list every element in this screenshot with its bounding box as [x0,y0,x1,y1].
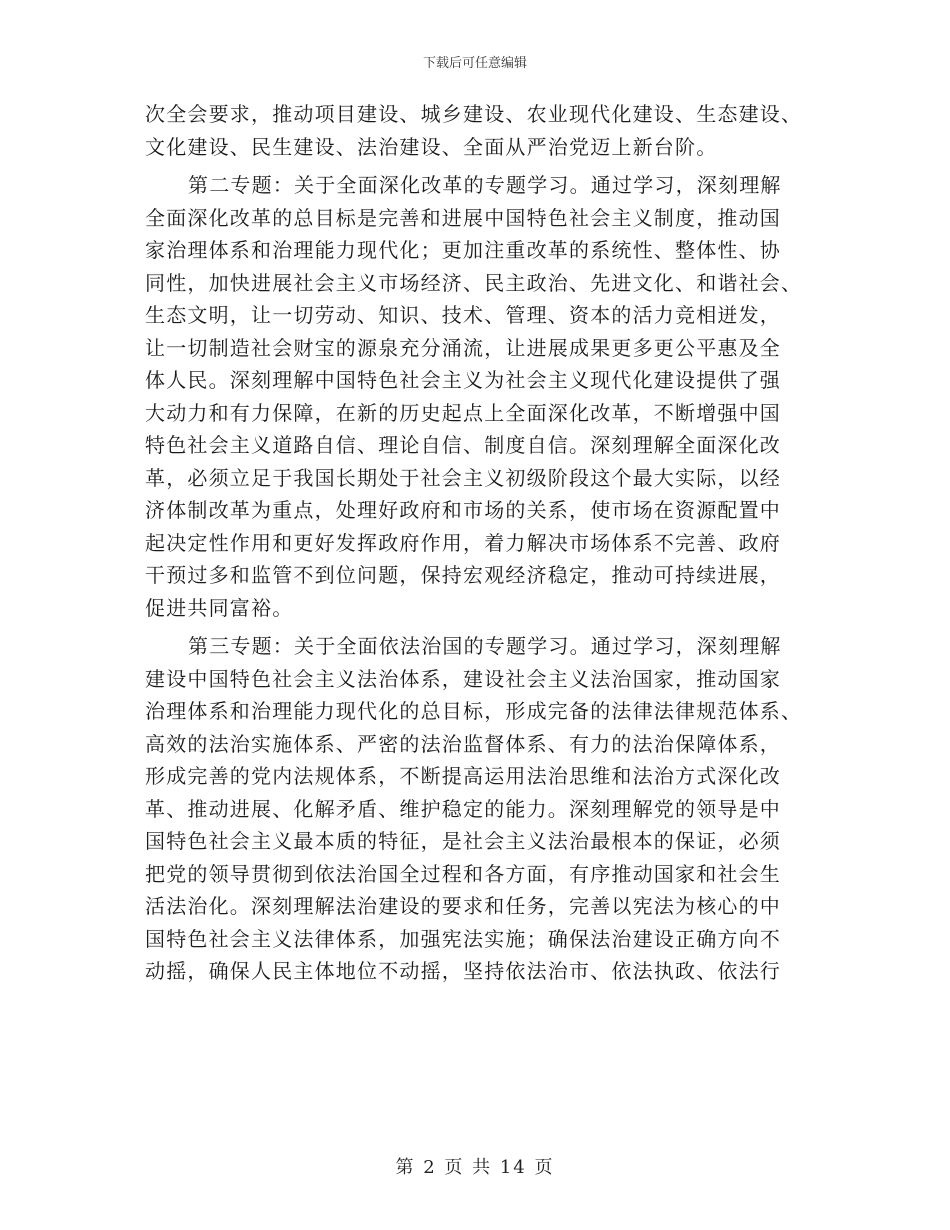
text-line: 生态文明，让一切劳动、知识、技术、管理、资本的活力竞相迸发， [145,303,781,327]
text-line: 让一切制造社会财宝的源泉充分涌流，让进展成果更多更公平惠及全 [145,335,781,360]
paragraph-topic-two [145,169,815,624]
paragraph-continuation [145,98,815,163]
text-line: 次全会要求，推动项目建设、城乡建设、农业现代化建设、生态建设、 [145,102,803,126]
text-line: 第二专题：关于全面深化改革的专题学习。通过学习，深刻理解 [188,173,782,197]
page-number: 第 2 页 共 14 页 [395,1157,555,1178]
text-line: 建设中国特色社会主义法治体系，建设社会主义法治国家，推动国家 [145,666,781,691]
text-line: 革、推动进展、化解矛盾、维护稳定的能力。深刻理解党的领导是中 [145,796,781,821]
text-line: 济体制改革为重点，处理好政府和市场的关系，使市场在资源配置中 [145,498,781,522]
text-line: 促进共同富裕。 [145,595,294,620]
text-line: 把党的领导贯彻到依法治国全过程和各方面，有序推动国家和社会生 [145,861,781,886]
text-line: 体人民。深刻理解中国特色社会主义为社会主义现代化建设提供了强 [145,368,781,392]
text-line: 同性，加快进展社会主义市场经济、民主政治、先进文化、和谐社会、 [145,270,803,295]
text-line: 起决定性作用和更好发挥政府作用，着力解决市场体系不完善、政府 [145,530,781,555]
document-body [145,98,815,994]
text-line: 特色社会主义道路自信、理论自信、制度自信。深刻理解全面深化改 [145,433,781,457]
text-line: 文化建设、民生建设、法治建设、全面从严治党迈上新台阶。 [145,134,718,159]
text-line: 治理体系和治理能力现代化的总目标，形成完备的法律法律规范体系、 [145,699,803,723]
page-header: 下载后可任意编辑 [422,56,527,71]
text-line: 动摇，确保人民主体地位不动摇，坚持依法治市、依法执政、依法行 [145,959,781,983]
text-line: 大动力和有力保障，在新的历史起点上全面深化改革，不断增强中国 [145,400,781,425]
text-line: 全面深化改革的总目标是完善和进展中国特色社会主义制度，推动国 [145,205,781,230]
text-line: 国特色社会主义最本质的特征，是社会主义法治最根本的保证，必须 [145,829,781,853]
text-line: 革，必须立足于我国长期处于社会主义初级阶段这个最大实际，以经 [145,465,781,490]
text-line: 形成完善的党内法规体系，不断提高运用法治思维和法治方式深化改 [145,764,781,788]
text-line: 高效的法治实施体系、严密的法治监督体系、有力的法治保障体系， [145,731,781,756]
text-line: 干预过多和监管不到位问题，保持宏观经济稳定，推动可持续进展， [145,563,781,587]
text-line: 国特色社会主义法律体系，加强宪法实施；确保法治建设正确方向不 [145,926,781,951]
paragraph-topic-three [145,630,815,988]
text-line: 活法治化。深刻理解法治建设的要求和任务，完善以宪法为核心的中 [145,894,781,918]
text-line: 第三专题：关于全面依法治国的专题学习。通过学习，深刻理解 [188,634,782,658]
text-line: 家治理体系和治理能力现代化；更加注重改革的系统性、整体性、协 [145,238,781,262]
